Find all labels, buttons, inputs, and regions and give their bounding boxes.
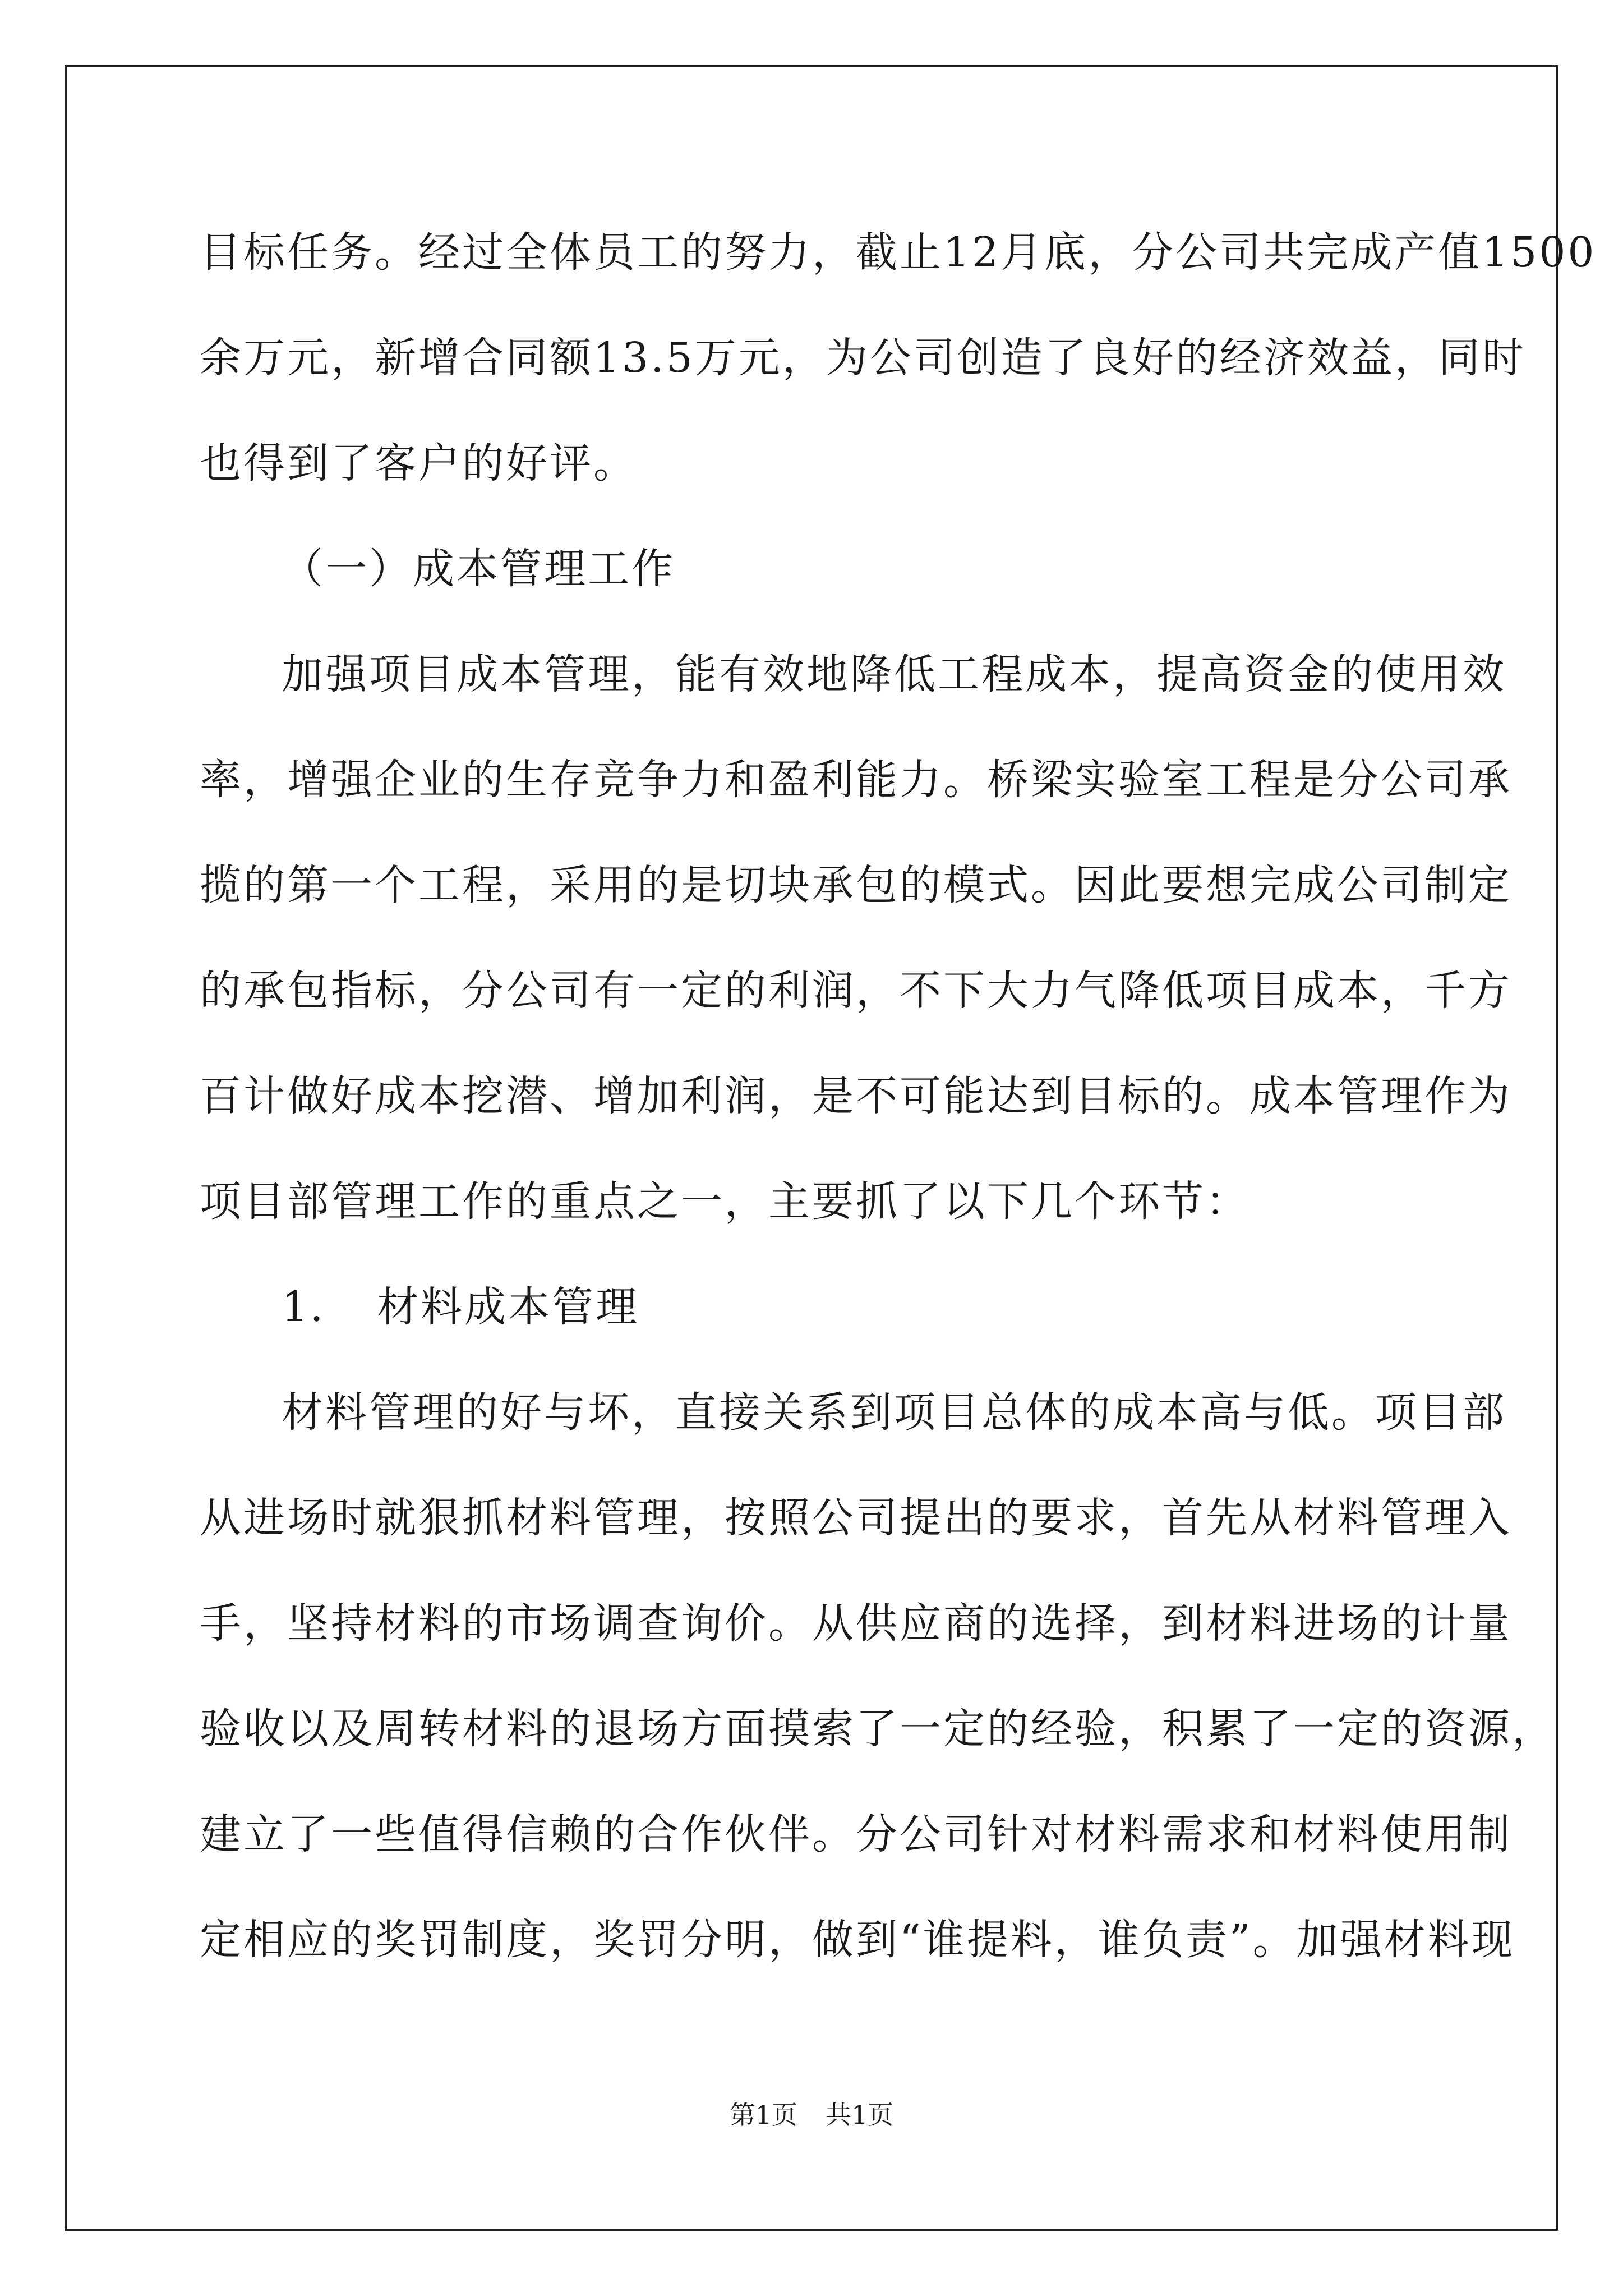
- document-body: [200, 210, 1597, 2003]
- paragraph-line: 目标任务。经过全体员工的努力，截止12月底，分公司共完成产值1500: [200, 228, 1597, 277]
- paragraph-line: 率，增强企业的生存竞争力和盈利能力。桥梁实验室工程是分公司承: [200, 756, 1512, 804]
- paragraph-line: 加强项目成本管理，能有效地降低工程成本，提高资金的使用效: [282, 650, 1506, 698]
- paragraph-line: 验收以及周转材料的退场方面摸索了一定的经验，积累了一定的资源，: [200, 1705, 1556, 1753]
- paragraph-line: 从进场时就狠抓材料管理，按照公司提出的要求，首先从材料管理入: [200, 1494, 1512, 1542]
- subsection-heading: 1． 材料成本管理: [282, 1283, 640, 1331]
- page-footer: [0, 2098, 1623, 2132]
- paragraph-line: 项目部管理工作的重点之一，主要抓了以下几个环节：: [200, 1177, 1249, 1226]
- paragraph-line: 揽的第一个工程，采用的是切块承包的模式。因此要想完成公司制定: [200, 861, 1512, 909]
- paragraph-line: 余万元，新增合同额13.5万元，为公司创造了良好的经济效益，同时: [200, 334, 1526, 382]
- paragraph-line: 也得到了客户的好评。: [200, 439, 637, 487]
- section-heading: （一）成本管理工作: [282, 545, 675, 593]
- page-number-current: 第1页: [729, 2100, 797, 2130]
- page-number-total: 共1页: [826, 2100, 894, 2130]
- paragraph-line: 材料管理的好与坏，直接关系到项目总体的成本高与低。项目部: [282, 1388, 1506, 1437]
- paragraph-line: 建立了一些值得信赖的合作伙伴。分公司针对材料需求和材料使用制: [200, 1810, 1512, 1858]
- paragraph-line: 定相应的奖罚制度，奖罚分明，做到“谁提料，谁负责”。加强材料现: [200, 1916, 1515, 1964]
- paragraph-line: 的承包指标，分公司有一定的利润，不下大力气降低项目成本，千方: [200, 967, 1512, 1015]
- paragraph-line: 百计做好成本挖潜、增加利润，是不可能达到目标的。成本管理作为: [200, 1072, 1512, 1120]
- paragraph-line: 手，坚持材料的市场调查询价。从供应商的选择，到材料进场的计量: [200, 1599, 1512, 1648]
